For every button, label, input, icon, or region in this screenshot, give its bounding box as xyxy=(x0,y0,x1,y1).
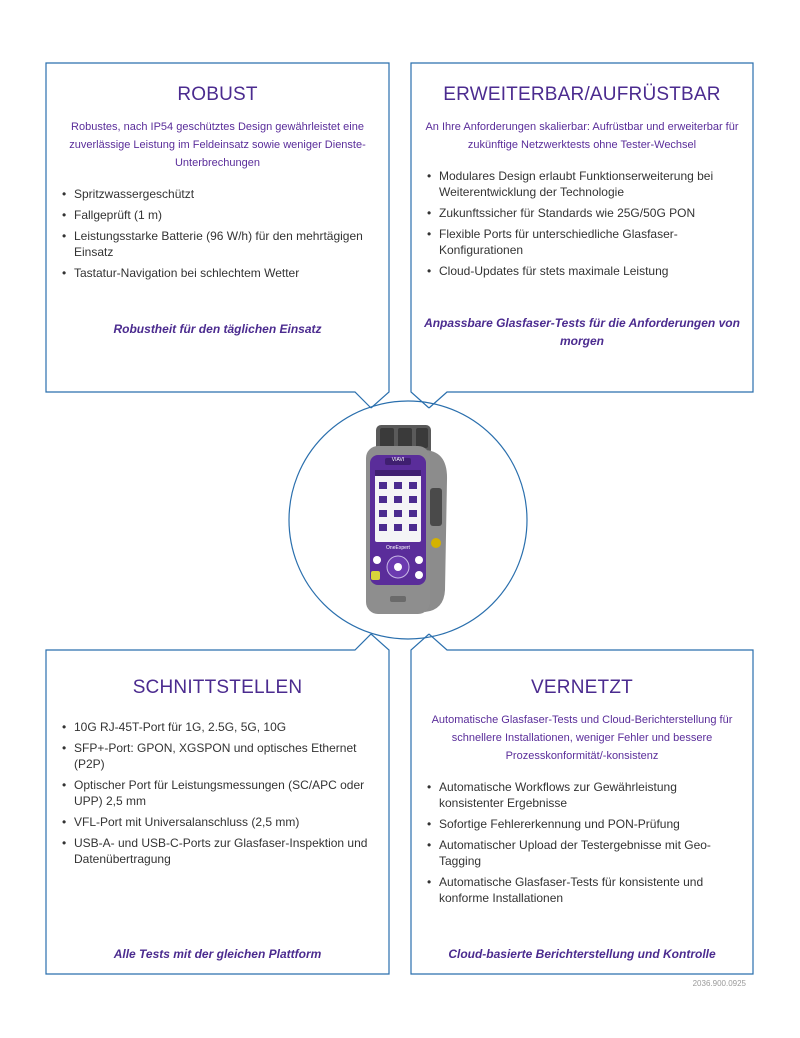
feature-list xyxy=(425,779,739,906)
list-item: • Zukunftssicher für Standards wie 25G/50G PON xyxy=(425,205,739,221)
list-item: • USB-A- und USB-C-Ports zur Glasfaser-Inspektion und Datenübertragung xyxy=(60,835,375,867)
list-item: • Spritzwassergeschützt xyxy=(60,186,375,202)
list-item: • Automatische Glasfaser-Tests für konsistente und konforme Installationen xyxy=(425,874,739,906)
panel-intro: Automatische Glasfaser-Tests und Cloud-Berichterstellung für schnellere Installationen, weniger Fehler und bessere Prozesskonformität/-konsistenz xyxy=(431,714,733,762)
list-item: • Automatische Workflows zur Gewährleistung konsistenter Ergebnisse xyxy=(425,779,739,811)
panel-intro: Robustes, nach IP54 geschütztes Design gewährleistet eine zuverlässige Leistung im Feldeinsatz sowie weniger Dienste-Unterbrechungen xyxy=(69,121,366,169)
panel-tagline: Robustheit für den täglichen Einsatz xyxy=(113,322,322,336)
feature-list xyxy=(425,168,739,279)
panel-erweiterbar xyxy=(411,84,753,348)
list-item: • Sofortige Fehlererkennung und PON-Prüfung xyxy=(425,816,739,832)
device-brand-badge: VIAVI xyxy=(391,457,405,463)
device-brand-label: OneExpert xyxy=(386,545,410,551)
list-item: • Leistungsstarke Batterie (96 W/h) für den mehrtägigen Einsatz xyxy=(60,228,375,260)
list-item: • Optischer Port für Leistungsmessungen (SC/APC oder UPP) 2,5 mm xyxy=(60,777,375,809)
panel-tagline: Cloud-basierte Berichterstellung und Kontrolle xyxy=(448,947,716,961)
panel-title: ROBUST xyxy=(177,84,258,105)
panel-title: ERWEITERBAR/AUFRÜSTBAR xyxy=(443,84,721,105)
panel-title: VERNETZT xyxy=(531,677,633,698)
feature-list xyxy=(60,719,375,867)
panel-vernetzt xyxy=(411,677,753,961)
panel-tagline: Anpassbare Glasfaser-Tests für die Anforderungen von morgen xyxy=(424,316,740,348)
panel-intro: An Ihre Anforderungen skalierbar: Aufrüstbar und erweiterbar für zukünftige Netzwerktests ohne Tester-Wechsel xyxy=(425,121,739,151)
list-item: • Automatischer Upload der Testergebnisse mit Geo-Tagging xyxy=(425,837,739,869)
panel-title: SCHNITTSTELLEN xyxy=(132,677,303,698)
list-item: • VFL-Port mit Universalanschluss (2,5 mm) xyxy=(60,814,375,830)
panel-schnittstellen xyxy=(46,677,389,961)
feature-list xyxy=(60,186,375,281)
list-item: • Cloud-Updates für stets maximale Leistung xyxy=(425,263,739,279)
list-item: • SFP+-Port: GPON, XGSPON und optisches Ethernet (P2P) xyxy=(60,740,375,772)
document-code: 2036.900.0925 xyxy=(692,979,746,988)
panel-robust xyxy=(46,84,389,336)
list-item: • Fallgeprüft (1 m) xyxy=(60,207,375,223)
handheld-tester-image xyxy=(366,425,447,614)
panel-tagline: Alle Tests mit der gleichen Plattform xyxy=(113,947,322,961)
list-item: • 10G RJ-45T-Port für 1G, 2.5G, 5G, 10G xyxy=(60,719,375,735)
list-item: • Tastatur-Navigation bei schlechtem Wetter xyxy=(60,265,375,281)
list-item: • Modulares Design erlaubt Funktionserweiterung bei Weiterentwicklung der Technologie xyxy=(425,168,739,200)
list-item: • Flexible Ports für unterschiedliche Glasfaser-Konfigurationen xyxy=(425,226,739,258)
